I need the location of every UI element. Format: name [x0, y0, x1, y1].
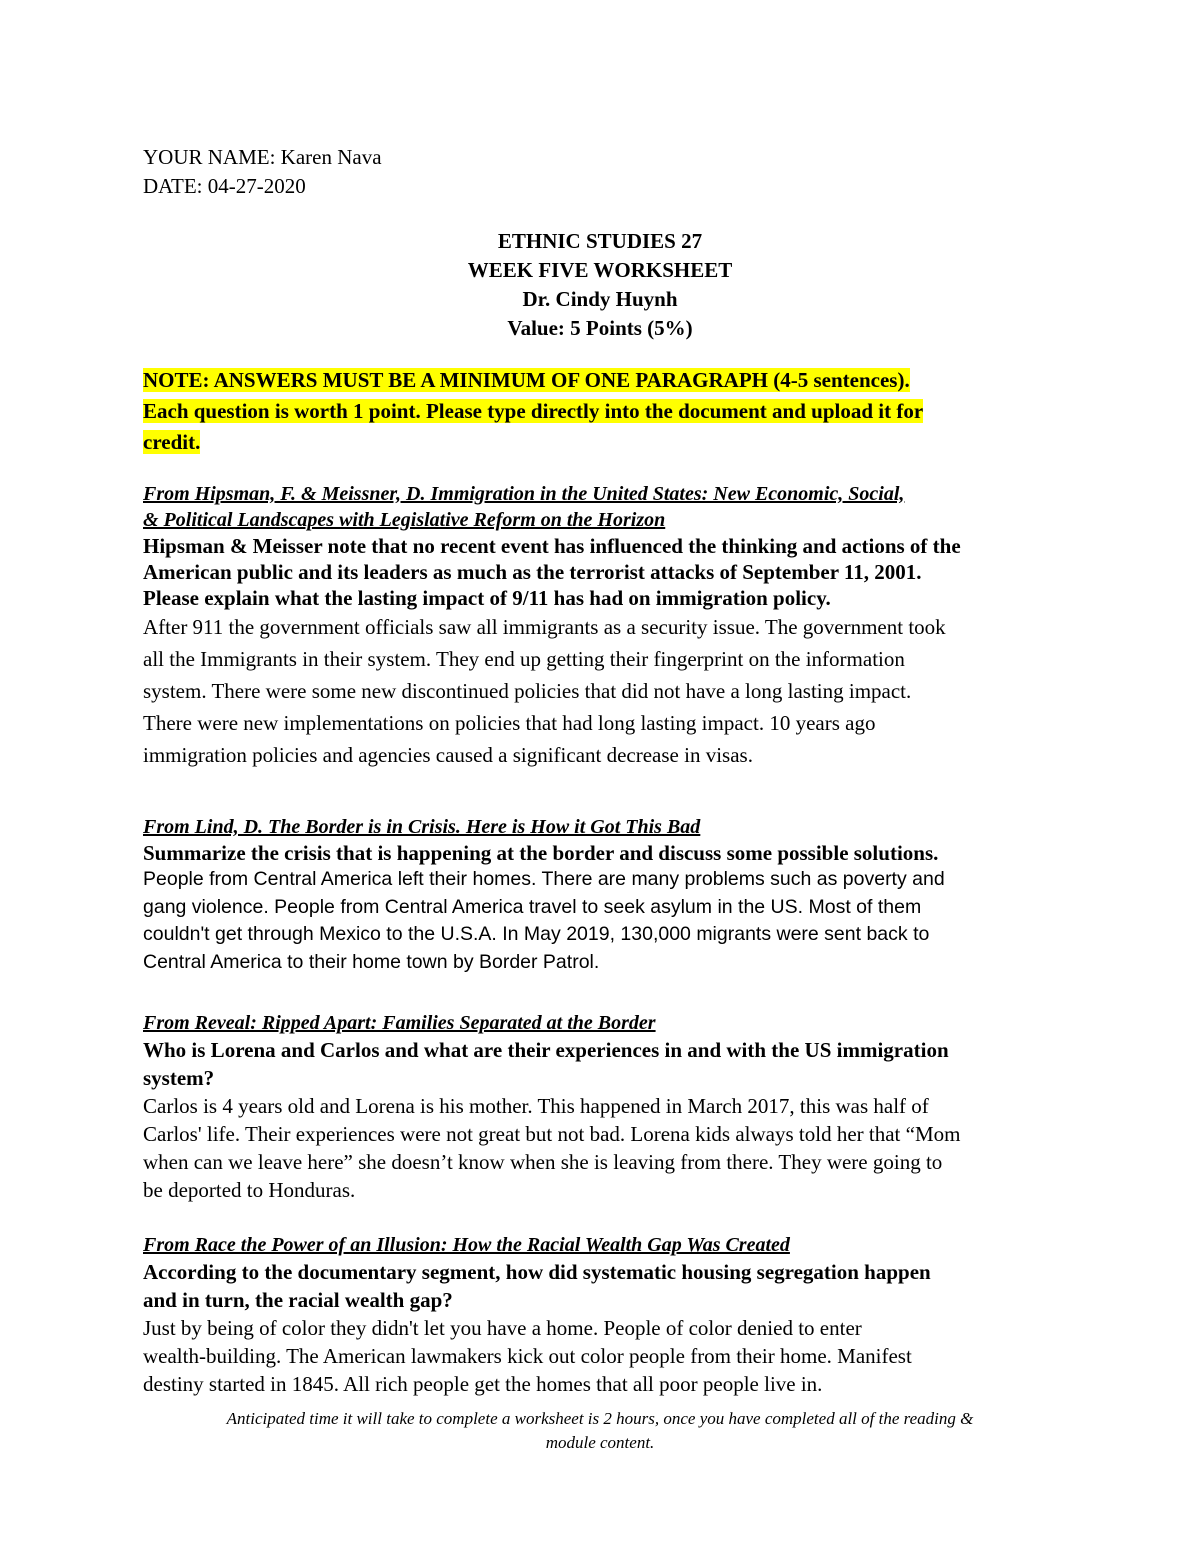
question-text: [143, 840, 1073, 866]
answer-line: immigration policies and agencies caused a significant decrease in visas.: [143, 743, 753, 767]
section-hipsman: [143, 481, 1073, 771]
answer-text[interactable]: [143, 866, 1073, 976]
note-line-3: credit.: [143, 430, 201, 454]
question-line: Please explain what the lasting impact of 9/11 has had on immigration policy.: [143, 586, 831, 610]
answer-line: couldn't get through Mexico to the U.S.A. In May 2019, 130,000 migrants were sent back to: [143, 923, 930, 945]
answer-line: There were new implementations on policies that had long lasting impact. 10 years ago: [143, 711, 876, 735]
question-text: [143, 1036, 1073, 1092]
source-line: From Reveal: Ripped Apart: Families Separated at the Border: [143, 1012, 656, 1034]
answer-line: all the Immigrants in their system. They end up getting their fingerprint on the information: [143, 647, 905, 671]
source-citation: [143, 814, 1073, 840]
source-line: From Race the Power of an Illusion: How the Racial Wealth Gap Was Created: [143, 1234, 790, 1256]
question-line: and in turn, the racial wealth gap?: [143, 1288, 453, 1312]
answer-line: After 911 the government officials saw all immigrants as a security issue. The government took: [143, 615, 946, 639]
name-line: YOUR NAME: Karen Nava: [143, 145, 382, 169]
question-line: Who is Lorena and Carlos and what are their experiences in and with the US immigration: [143, 1038, 949, 1062]
answer-line: destiny started in 1845. All rich people get the homes that all poor people live in.: [143, 1372, 823, 1396]
footer-line: Anticipated time it will take to complete a worksheet is 2 hours, once you have completed all of the reading &: [226, 1409, 974, 1428]
question-text: [143, 533, 1073, 611]
section-reveal: [143, 1010, 1073, 1204]
page-footer: [150, 1407, 1050, 1455]
question-line: American public and its leaders as much as the terrorist attacks of September 11, 2001.: [143, 560, 922, 584]
value-line: Value: 5 Points (5%): [507, 316, 693, 340]
footer-line: module content.: [545, 1433, 655, 1452]
answer-line: Just by being of color they didn't let you have a home. People of color denied to enter: [143, 1316, 862, 1340]
question-line: Summarize the crisis that is happening at the border and discuss some possible solutions.: [143, 841, 939, 865]
section-lind: [143, 814, 1073, 976]
source-line: From Hipsman, F. & Meissner, D. Immigration in the United States: New Economic, Social,: [143, 483, 905, 505]
source-citation: [143, 481, 1073, 533]
question-line: According to the documentary segment, how did systematic housing segregation happen: [143, 1260, 931, 1284]
instructor-name: Dr. Cindy Huynh: [522, 287, 678, 311]
answer-line: wealth-building. The American lawmakers kick out color people from their home. Manifest: [143, 1344, 912, 1368]
section-race-illusion: [143, 1232, 1073, 1398]
answer-line: People from Central America left their homes. There are many problems such as poverty and: [143, 868, 945, 890]
note-line-1: NOTE: ANSWERS MUST BE A MINIMUM OF ONE PARAGRAPH (4-5 sentences).: [143, 368, 910, 392]
answer-line: Central America to their home town by Border Patrol.: [143, 950, 600, 973]
answer-line: Carlos' life. Their experiences were not great but not bad. Lorena kids always told her that “Mom: [143, 1122, 961, 1146]
note-line-2: Each question is worth 1 point. Please type directly into the document and upload it for: [143, 399, 924, 423]
worksheet-title: WEEK FIVE WORKSHEET: [467, 258, 733, 282]
answer-line: when can we leave here” she doesn’t know when she is leaving from there. They were going to: [143, 1150, 943, 1174]
source-line: & Political Landscapes with Legislative Reform on the Horizon: [143, 509, 666, 531]
source-citation: [143, 1010, 1073, 1036]
title-block: [300, 227, 900, 343]
question-line: system?: [143, 1066, 215, 1090]
answer-text[interactable]: [143, 611, 1073, 771]
answer-text[interactable]: [143, 1092, 1073, 1204]
question-line: Hipsman & Meisser note that no recent event has influenced the thinking and actions of the: [143, 534, 961, 558]
answer-line: gang violence. People from Central America travel to seek asylum in the US. Most of them: [143, 895, 922, 918]
source-line: From Lind, D. The Border is in Crisis. Here is How it Got This Bad: [143, 816, 701, 838]
course-title: ETHNIC STUDIES 27: [497, 229, 703, 253]
answer-text[interactable]: [143, 1314, 1073, 1398]
instructions-note: [143, 365, 1063, 458]
date-line: DATE: 04-27-2020: [143, 174, 306, 198]
source-citation: [143, 1232, 1073, 1258]
answer-line: system. There were some new discontinued policies that did not have a long lasting impact.: [143, 679, 912, 703]
answer-line: be deported to Honduras.: [143, 1178, 356, 1202]
question-text: [143, 1258, 1073, 1314]
answer-line: Carlos is 4 years old and Lorena is his mother. This happened in March 2017, this was half of: [143, 1094, 929, 1118]
